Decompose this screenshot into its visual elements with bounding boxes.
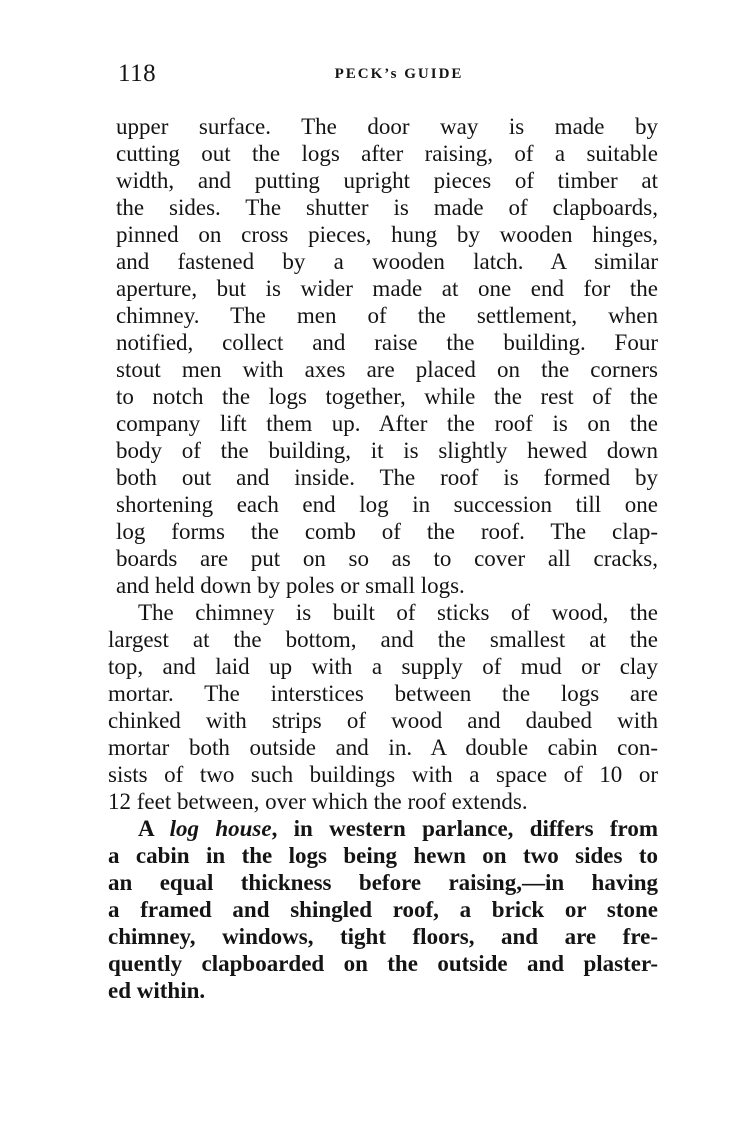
text-line: sists of two such buildings with a space of 10 or: [108, 762, 658, 787]
paragraph-3: [108, 815, 658, 1004]
paragraph-1: [108, 113, 658, 599]
text-line: and fastened by a wooden latch. A similar: [116, 249, 658, 274]
text-line: chimney, windows, tight floors, and are fre-: [108, 924, 658, 949]
text-line: 12 feet between, over which the roof extends.: [108, 789, 528, 814]
text-line: chimney. The men of the settlement, when: [116, 303, 658, 328]
text-line: body of the building, it is slightly hewed down: [116, 438, 658, 463]
paragraph-2: [108, 599, 658, 815]
text-run: , in western parlance, differs from: [271, 816, 658, 841]
text-line: width, and putting upright pieces of timber at: [116, 168, 658, 193]
text-line: log forms the comb of the roof. The clap-: [116, 519, 658, 544]
page-number: 118: [118, 60, 157, 87]
text-line-log-house: [108, 815, 658, 842]
text-line: a cabin in the logs being hewn on two sides to: [108, 843, 658, 868]
text-line: a framed and shingled roof, a brick or stone: [108, 897, 658, 922]
text-line: an equal thickness before raising,—in having: [108, 870, 658, 895]
text-line: The chimney is built of sticks of wood, the: [138, 600, 658, 625]
text-line: top, and laid up with a supply of mud or clay: [108, 654, 658, 679]
text-line: pinned on cross pieces, hung by wooden hinges,: [116, 222, 658, 247]
text-line: and held down by poles or small logs.: [116, 573, 465, 598]
text-line: quently clapboarded on the outside and plaster-: [108, 951, 658, 976]
text-line: both out and inside. The roof is formed by: [116, 465, 658, 490]
text-line: company lift them up. After the roof is on the: [116, 411, 658, 436]
running-head: [118, 60, 658, 90]
text-line: mortar. The interstices between the logs are: [108, 681, 658, 706]
text-line: boards are put on so as to cover all cracks,: [116, 546, 658, 571]
text-run: A: [138, 816, 170, 841]
text-line: aperture, but is wider made at one end for the: [116, 276, 658, 301]
text-line: to notch the logs together, while the rest of the: [116, 384, 658, 409]
text-line: chinked with strips of wood and daubed with: [108, 708, 658, 733]
text-line: upper surface. The door way is made by: [116, 114, 658, 139]
text-line: the sides. The shutter is made of clapboards,: [116, 195, 658, 220]
body-text: [108, 113, 658, 1004]
text-line: stout men with axes are placed on the corners: [116, 357, 658, 382]
text-line: ed within.: [108, 978, 206, 1003]
text-line: notified, collect and raise the building. Four: [116, 330, 658, 355]
text-line: cutting out the logs after raising, of a suitable: [116, 141, 658, 166]
text-line: mortar both outside and in. A double cabin con-: [108, 735, 658, 760]
italic-term: log house: [169, 816, 272, 841]
running-title: PECK’s GUIDE: [334, 66, 464, 82]
text-line: shortening each end log in succession till one: [116, 492, 658, 517]
text-line: largest at the bottom, and the smallest at the: [108, 627, 658, 652]
